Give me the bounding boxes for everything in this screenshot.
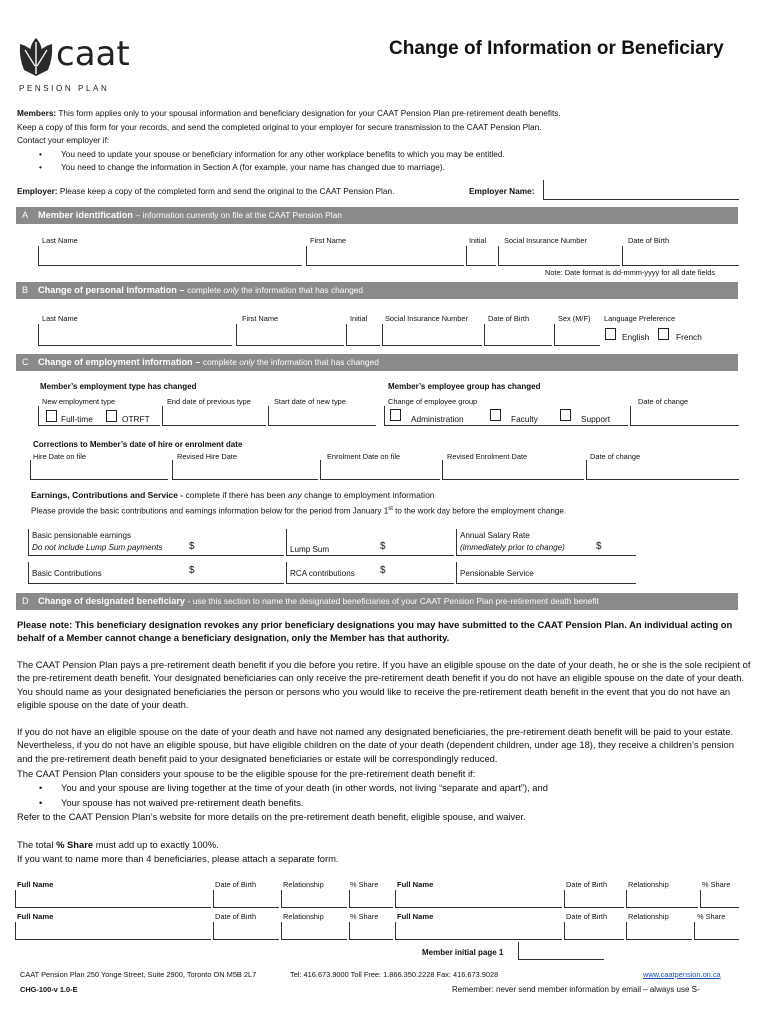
bene1-share-field[interactable] bbox=[349, 890, 393, 908]
label-change-group: Change of employee group bbox=[388, 397, 478, 406]
a-last-name-field[interactable] bbox=[38, 246, 302, 266]
bene-relationship-label: Relationship bbox=[628, 880, 669, 889]
bene4-relationship-field[interactable] bbox=[626, 922, 692, 940]
bene4-name-field[interactable] bbox=[395, 922, 562, 940]
page-title: Change of Information or Beneficiary bbox=[389, 38, 724, 59]
spouse-bullet: • Your spouse has not waived pre-retirement death benefits. bbox=[39, 797, 304, 808]
please-note: Please note: This beneficiary designation revokes any prior beneficiary designations you may have submitted to the CAAT Pension Plan. An individual acting on behalf of a Member cannot change a beneficiary designation, only the Member has that authority. bbox=[17, 619, 733, 644]
label-sex: Sex (M/F) bbox=[558, 314, 591, 323]
bene-dob-label: Date of Birth bbox=[215, 880, 257, 889]
section-a-header: A Member identification – information currently on file at the CAAT Pension Plan bbox=[16, 207, 738, 224]
label-language: Language Preference bbox=[604, 314, 676, 323]
a-initial-field[interactable] bbox=[466, 246, 496, 266]
bene-dob-label: Date of Birth bbox=[215, 912, 257, 921]
emp-type-heading: Member’s employment type has changed bbox=[40, 382, 197, 391]
employer-name-label: Employer Name: bbox=[469, 186, 535, 196]
bene3-relationship-field[interactable] bbox=[281, 922, 347, 940]
administration-label: Administration bbox=[411, 414, 464, 424]
basic-earnings-note: Do not include Lump Sum payments bbox=[32, 543, 163, 552]
logo-name: caat bbox=[56, 34, 130, 74]
leaf-logo-icon bbox=[16, 36, 56, 80]
label-last-name: Last Name bbox=[42, 314, 78, 323]
correction-date-field[interactable] bbox=[586, 460, 739, 480]
section-d-header: D Change of designated beneficiary - use this section to name the designated beneficiaries of your CAAT Pension Plan pre-retirement death benefit bbox=[16, 593, 738, 610]
a-dob-field[interactable] bbox=[622, 246, 739, 266]
end-date-field[interactable] bbox=[162, 406, 266, 426]
intro-line2: Keep a copy of this form for your records, and send the completed original to your employer for secure transmission to the CAAT Pension Plan. bbox=[17, 121, 542, 132]
bene4-dob-field[interactable] bbox=[564, 922, 624, 940]
section-c-header: C Change of employment information – complete only the information that has changed bbox=[16, 354, 738, 371]
b-dob-field[interactable] bbox=[484, 324, 552, 346]
section-c-title: Change of employment information – bbox=[38, 357, 201, 367]
label-last-name: Last Name bbox=[42, 236, 78, 245]
form-code: CHG-100-v 1.0-E bbox=[20, 985, 78, 994]
para-refer: Refer to the CAAT Pension Plan’s website for more details on the pre-retirement death benefit, eligible spouse, and waiver. bbox=[17, 811, 526, 822]
start-date-field[interactable] bbox=[268, 406, 376, 426]
dollar-sign: $ bbox=[380, 541, 386, 552]
bene-relationship-label: Relationship bbox=[283, 912, 324, 921]
bene-relationship-label: Relationship bbox=[283, 880, 324, 889]
caat-logo bbox=[16, 36, 128, 96]
a-first-name-field[interactable] bbox=[306, 246, 464, 266]
bene-full-name-label: Full Name bbox=[397, 880, 434, 889]
pensionable-service-label: Pensionable Service bbox=[460, 569, 534, 578]
label-hire-date-on-file: Hire Date on file bbox=[33, 452, 86, 461]
full-time-checkbox[interactable] bbox=[46, 410, 57, 422]
b-sex-field[interactable] bbox=[554, 324, 600, 346]
earnings-instructions: Please provide the basic contributions and earnings information below for the period from January 1st to the work day before the employment change. bbox=[31, 506, 567, 516]
revised-hire-date-field[interactable] bbox=[172, 460, 318, 480]
dollar-sign: $ bbox=[380, 565, 386, 576]
bene4-share-field[interactable] bbox=[694, 922, 739, 940]
bene2-name-field[interactable] bbox=[395, 890, 562, 908]
label-date-of-change: Date of change bbox=[638, 397, 689, 406]
basic-contrib-label: Basic Contributions bbox=[32, 569, 102, 578]
intro-bullet: You need to change the information in Section A (for example, your name has changed due to marriage). bbox=[61, 162, 445, 173]
employer-text: Please keep a copy of the completed form and send the original to the CAAT Pension Plan. bbox=[59, 186, 395, 196]
otrft-checkbox[interactable] bbox=[106, 410, 117, 422]
label-enrolment-on-file: Enrolment Date on file bbox=[327, 452, 401, 461]
faculty-label: Faculty bbox=[511, 414, 538, 424]
otrft-label: OTRFT bbox=[122, 414, 150, 424]
bene-share-label: % Share bbox=[702, 880, 731, 889]
bene-full-name-label: Full Name bbox=[17, 912, 54, 921]
footer-tel: Tel: 416.673.9000 Toll Free: 1.866.350.2228 Fax: 416.673.9028 bbox=[290, 970, 499, 979]
bene2-dob-field[interactable] bbox=[564, 890, 624, 908]
dollar-sign: $ bbox=[189, 541, 195, 552]
intro-line1: This form applies only to your spousal information and beneficiary designation for your CAAT Pension Plan pre-retirement death benefits. bbox=[58, 108, 561, 118]
group-date-of-change-field[interactable] bbox=[630, 406, 739, 426]
more-beneficiaries: If you want to name more than 4 beneficiaries, please attach a separate form. bbox=[17, 853, 339, 864]
support-label: Support bbox=[581, 414, 611, 424]
bene3-name-field[interactable] bbox=[15, 922, 211, 940]
bene-share-label: % Share bbox=[350, 880, 379, 889]
hire-date-on-file-field[interactable] bbox=[30, 460, 168, 480]
para-pre-retirement: The CAAT Pension Plan pays a pre-retirement death benefit if you die before you retire. If you have an eligible spouse on the date of your death, he or she is the sole recipient of the pre-retirement death benefit. Your designated beneficiaries can only receive the pre-retirement death benefit if you do not have an eligible spouse on the date of your death. You should name as your designated beneficiaries the person or persons who you would like to receive the pre-retirement death benefit in the event that you do not have an eligible spouse on the date of your death. bbox=[17, 659, 751, 710]
label-end-date: End date of previous type bbox=[167, 397, 251, 406]
bene3-share-field[interactable] bbox=[349, 922, 393, 940]
a-sin-field[interactable] bbox=[498, 246, 620, 266]
label-dob: Date of Birth bbox=[628, 236, 670, 245]
footer-reminder: Remember: never send member information by email – always use S- bbox=[452, 985, 700, 994]
bene-share-label: % Share bbox=[697, 912, 726, 921]
label-sin: Social Insurance Number bbox=[504, 236, 587, 245]
french-label: French bbox=[676, 332, 702, 342]
employer-line bbox=[17, 185, 394, 199]
annual-salary-note: (immediately prior to change) bbox=[460, 543, 565, 552]
bene2-relationship-field[interactable] bbox=[626, 890, 698, 908]
intro-block: Members: This form applies only to your spousal information and beneficiary designation for your CAAT Pension Plan pre-retirement death benefits. Keep a copy of this form for your records, and send the completed original to your employer for secure transmission to the CAAT Pension Plan. Contact your employer if: • You need to update your spouse or beneficiary information for any other workplace benefits to which you may be entitled. • You need to change the information in Section A (for example, your name has changed due to marriage). bbox=[17, 107, 757, 175]
label-start-date: Start date of new type bbox=[274, 397, 346, 406]
label-revised-enrolment: Revised Enrolment Date bbox=[447, 452, 528, 461]
para-no-spouse: If you do not have an eligible spouse on the date of your death and have not named any designated beneficiaries, the pre-retirement death benefit will be paid to your estate. Nevertheless, if you do not have an eligible spouse, but have eligible children on the date of your death (dependent children, under age 18), they receive a children’s pension and the pre-retirement death benefit paid to your designated beneficiaries or estate will be correspondingly reduced. bbox=[17, 726, 734, 764]
date-format-note: Note: Date format is dd-mmm-yyyy for all date fields bbox=[545, 268, 716, 277]
administration-checkbox[interactable] bbox=[390, 409, 401, 421]
total-share-line: The total % Share must add up to exactly 100%. bbox=[17, 839, 219, 850]
rca-contrib-label: RCA contributions bbox=[290, 569, 355, 578]
label-dob: Date of Birth bbox=[488, 314, 530, 323]
label-correction-date: Date of change bbox=[590, 452, 641, 461]
label-sin: Social Insurance Number bbox=[385, 314, 468, 323]
section-b-title: Change of personal information – bbox=[38, 285, 185, 295]
label-revised-hire: Revised Hire Date bbox=[177, 452, 237, 461]
bene-dob-label: Date of Birth bbox=[566, 912, 608, 921]
label-initial: Initial bbox=[469, 236, 487, 245]
spouse-bullet: • You and your spouse are living together at the time of your death (in other words, not living “separate and apart”), and bbox=[39, 782, 548, 793]
employer-name-field[interactable] bbox=[543, 180, 739, 200]
emp-group-heading: Member’s employee group has changed bbox=[388, 382, 541, 391]
french-checkbox[interactable] bbox=[658, 328, 669, 340]
english-label: English bbox=[622, 332, 650, 342]
footer-address: CAAT Pension Plan 250 Yonge Street, Suite 2900, Toronto ON M5B 2L7 bbox=[20, 970, 257, 979]
b-sin-field[interactable] bbox=[382, 324, 482, 346]
earnings-heading: Earnings, Contributions and Service - bbox=[31, 490, 184, 500]
label-first-name: First Name bbox=[242, 314, 279, 323]
faculty-checkbox[interactable] bbox=[490, 409, 501, 421]
section-a-title: Member identification bbox=[38, 210, 133, 220]
bene1-name-field[interactable] bbox=[15, 890, 211, 908]
logo-subtitle: PENSION PLAN bbox=[19, 84, 110, 93]
label-first-name: First Name bbox=[310, 236, 347, 245]
earnings-heading-line: Earnings, Contributions and Service - complete if there has been any change to employment information bbox=[31, 490, 435, 500]
bene1-dob-field[interactable] bbox=[213, 890, 279, 908]
lump-sum-label: Lump Sum bbox=[290, 545, 330, 554]
bene-dob-label: Date of Birth bbox=[566, 880, 608, 889]
bene2-share-field[interactable] bbox=[700, 890, 739, 908]
label-new-emp-type: New employment type bbox=[42, 397, 116, 406]
enrolment-on-file-field[interactable] bbox=[320, 460, 440, 480]
full-time-label: Full-time bbox=[61, 414, 93, 424]
english-checkbox[interactable] bbox=[605, 328, 616, 340]
basic-earnings-label: Basic pensionable earnings bbox=[32, 531, 131, 540]
dollar-sign: $ bbox=[596, 541, 602, 552]
b-initial-field[interactable] bbox=[346, 324, 380, 346]
corrections-heading: Corrections to Member’s date of hire or enrolment date bbox=[33, 440, 243, 449]
members-label: Members: bbox=[17, 108, 57, 118]
bene3-dob-field[interactable] bbox=[213, 922, 279, 940]
member-initial-label: Member initial page 1 bbox=[422, 948, 504, 957]
bene-full-name-label: Full Name bbox=[17, 880, 54, 889]
bene1-relationship-field[interactable] bbox=[281, 890, 347, 908]
employer-label: Employer: bbox=[17, 186, 58, 196]
intro-line3: Contact your employer if: bbox=[17, 135, 110, 146]
intro-bullet: You need to update your spouse or beneficiary information for any other workplace benefits to which you may be entitled. bbox=[61, 148, 505, 159]
revised-enrolment-field[interactable] bbox=[442, 460, 584, 480]
bene-share-label: % Share bbox=[350, 912, 379, 921]
b-last-name-field[interactable] bbox=[38, 324, 232, 346]
member-initial-field[interactable] bbox=[518, 942, 604, 960]
footer-url[interactable]: www.caatpension.on.ca bbox=[643, 970, 721, 979]
section-d-title: Change of designated beneficiary bbox=[38, 596, 186, 606]
section-b-header: B Change of personal information – complete only the information that has changed bbox=[16, 282, 738, 299]
b-first-name-field[interactable] bbox=[236, 324, 344, 346]
bene-relationship-label: Relationship bbox=[628, 912, 669, 921]
support-checkbox[interactable] bbox=[560, 409, 571, 421]
label-initial: Initial bbox=[350, 314, 368, 323]
para-eligible-spouse: The CAAT Pension Plan considers your spouse to be the eligible spouse for the pre-retirement death benefit if: bbox=[17, 768, 476, 779]
annual-salary-label: Annual Salary Rate bbox=[460, 531, 530, 540]
dollar-sign: $ bbox=[189, 565, 195, 576]
bene-full-name-label: Full Name bbox=[397, 912, 434, 921]
